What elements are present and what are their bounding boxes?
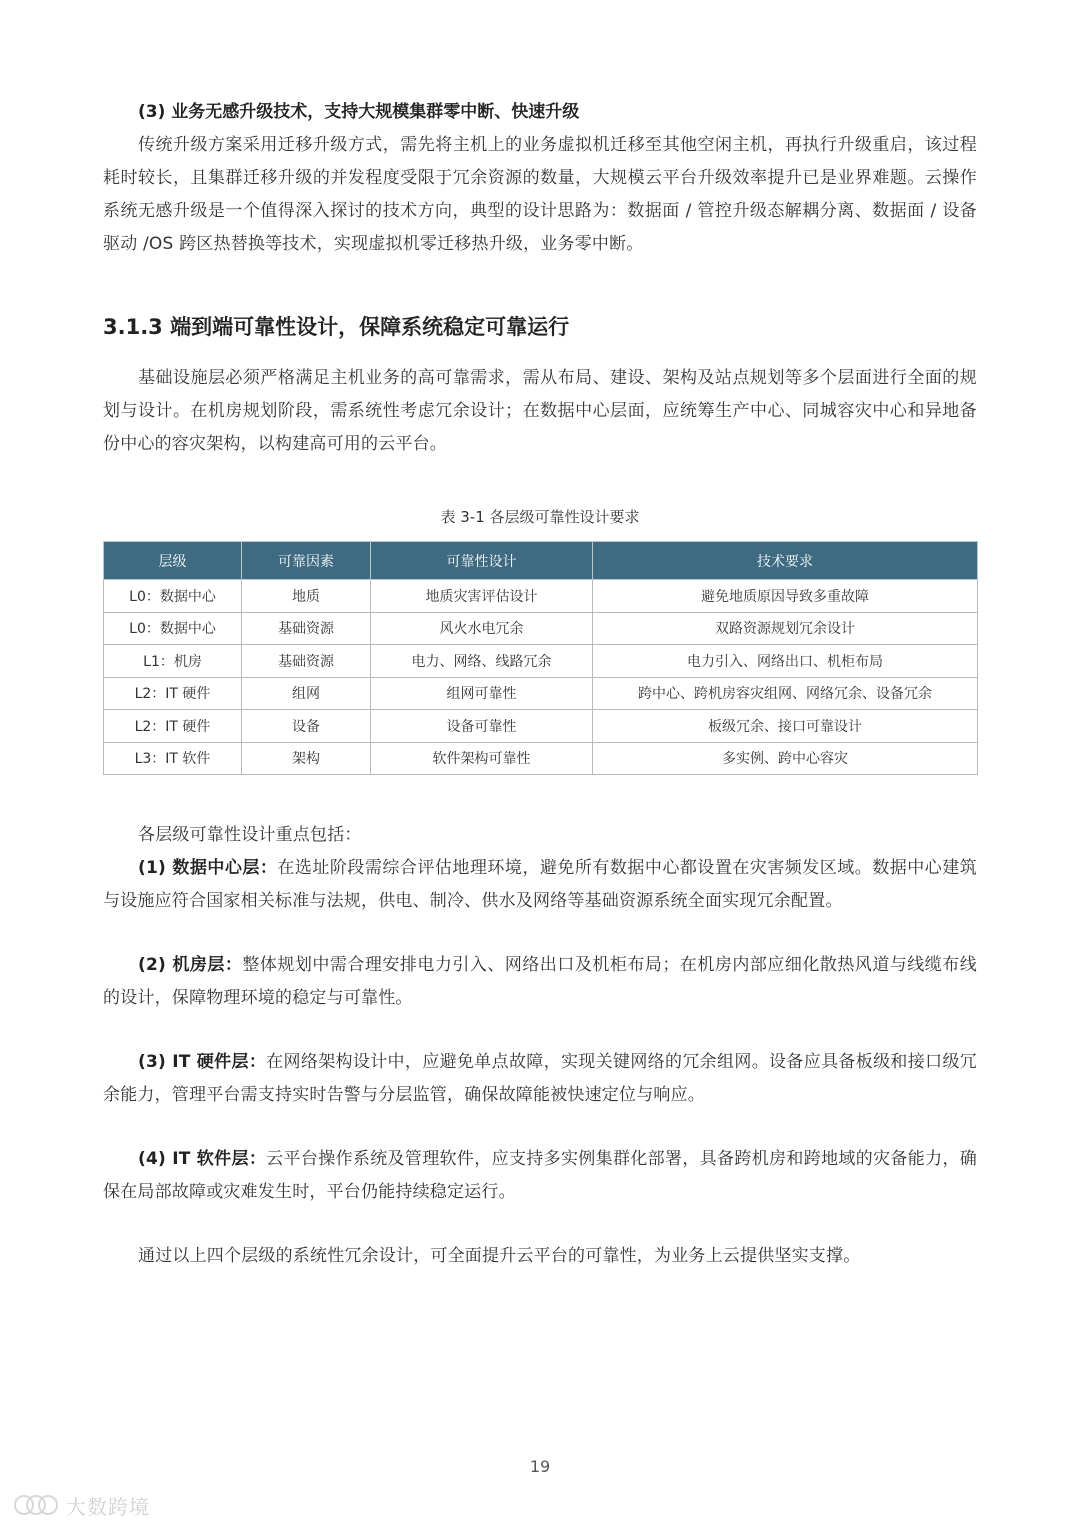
page-number: 19 (529, 1457, 551, 1476)
table-cell: 板级冗余、接口可靠设计 (593, 710, 978, 743)
table-row (104, 580, 978, 613)
section-title: 3.1.3 端到端可靠性设计，保障系统稳定可靠运行 (103, 315, 570, 339)
header-design: 可靠性设计 (371, 542, 593, 580)
table-row (104, 710, 978, 743)
table-cell: 地质 (242, 580, 371, 613)
table-cell: 架构 (242, 742, 371, 775)
table-cell: 地质灾害评估设计 (371, 580, 593, 613)
focus-item-text: 云平台操作系统及管理软件，应支持多实例集群化部署，具备跨机房和跨地域的灾备能力，确保在局部故障或灾难发生时，平台仍能持续稳定运行。 (103, 1149, 977, 1202)
focus-item-datacenter (103, 852, 977, 918)
table-cell: 风火水电冗余 (371, 612, 593, 645)
focus-item-lead: (3) IT 硬件层： (138, 1052, 267, 1072)
focus-item-text: 整体规划中需合理安排电力引入、网络出口及机柜布局；在机房内部应细化散热风道与线缆布线的设计，保障物理环境的稳定与可靠性。 (103, 955, 978, 1008)
table-cell: 基础资源 (242, 645, 371, 678)
table-cell: 电力、网络、线路冗余 (371, 645, 593, 678)
table-row (104, 677, 978, 710)
focus-item-machine-room (103, 949, 977, 1015)
table-cell: 跨中心、跨机房容灾组网、网络冗余、设备冗余 (593, 677, 978, 710)
focus-item-it-hardware (103, 1046, 977, 1112)
focus-item-it-software (103, 1143, 977, 1209)
focus-intro: 各层级可靠性设计重点包括： (138, 825, 362, 845)
table-cell: 避免地质原因导致多重故障 (593, 580, 978, 613)
table-cell: 软件架构可靠性 (371, 742, 593, 775)
focus-conclusion: 通过以上四个层级的系统性冗余设计，可全面提升云平台的可靠性，为业务上云提供坚实支撑。 (138, 1246, 861, 1266)
table-cell: 组网 (242, 677, 371, 710)
table-cell: 组网可靠性 (371, 677, 593, 710)
table-cell: L1：机房 (104, 645, 242, 678)
table-cell: 电力引入、网络出口、机柜布局 (593, 645, 978, 678)
table-cell: L2：IT 硬件 (104, 710, 242, 743)
table-cell: 设备可靠性 (371, 710, 593, 743)
table-cell: 多实例、跨中心容灾 (593, 742, 978, 775)
section-paragraph: 基础设施层必须严格满足主机业务的高可靠需求，需从布局、建设、架构及站点规划等多个层面进行全面的规划与设计。在机房规划阶段，需系统性考虑冗余设计；在数据中心层面，应统筹生产中心、同城容灾中心和异地备份中心的容灾架构，以构建高可用的云平台。 (103, 368, 977, 454)
focus-item-text: 在网络架构设计中，应避免单点故障，实现关键网络的冗余组网。设备应具备板级和接口级冗余能力，管理平台需支持实时告警与分层监管，确保故障能被快速定位与响应。 (103, 1052, 977, 1105)
reliability-table (103, 541, 978, 775)
table-row (104, 645, 978, 678)
watermark (12, 1490, 162, 1520)
table-cell: L3：IT 软件 (104, 742, 242, 775)
focus-item-lead: (1) 数据中心层： (138, 858, 278, 878)
header-level: 层级 (104, 542, 242, 580)
upgrade-paragraph: 传统升级方案采用迁移升级方式，需先将主机上的业务虚拟机迁移至其他空闲主机，再执行升级重启，该过程耗时较长，且集群迁移升级的并发程度受限于冗余资源的数量，大规模云平台升级效率提升已是业界难题。云操作系统无感升级是一个值得深入探讨的技术方向，典型的设计思路为：数据面 / 管控升级态解耦分离、数据面 / 设备驱动 /OS 跨区热替换等技术，实现虚拟机零迁移热升级，业务零中断。 (103, 135, 977, 254)
table-header-row (104, 542, 978, 580)
table-cell: 基础资源 (242, 612, 371, 645)
page-content (103, 96, 977, 1273)
table-row (104, 742, 978, 775)
brand-logo-icon (12, 1492, 60, 1518)
table-cell: L0：数据中心 (104, 580, 242, 613)
focus-item-lead: (4) IT 软件层： (138, 1149, 267, 1169)
table-cell: L2：IT 硬件 (104, 677, 242, 710)
table-cell: 设备 (242, 710, 371, 743)
header-factor: 可靠因素 (242, 542, 371, 580)
table-caption: 表 3-1 各层级可靠性设计要求 (440, 508, 640, 526)
watermark-text: 大数跨境 (66, 1494, 150, 1519)
table-cell: L0：数据中心 (104, 612, 242, 645)
focus-item-lead: (2) 机房层： (138, 955, 243, 975)
header-requirement: 技术要求 (593, 542, 978, 580)
table-cell: 双路资源规划冗余设计 (593, 612, 978, 645)
upgrade-heading: (3) 业务无感升级技术，支持大规模集群零中断、快速升级 (138, 102, 580, 122)
table-row (104, 612, 978, 645)
focus-item-text: 在选址阶段需综合评估地理环境，避免所有数据中心都设置在灾害频发区域。数据中心建筑与设施应符合国家相关标准与法规，供电、制冷、供水及网络等基础资源系统全面实现冗余配置。 (103, 858, 977, 911)
